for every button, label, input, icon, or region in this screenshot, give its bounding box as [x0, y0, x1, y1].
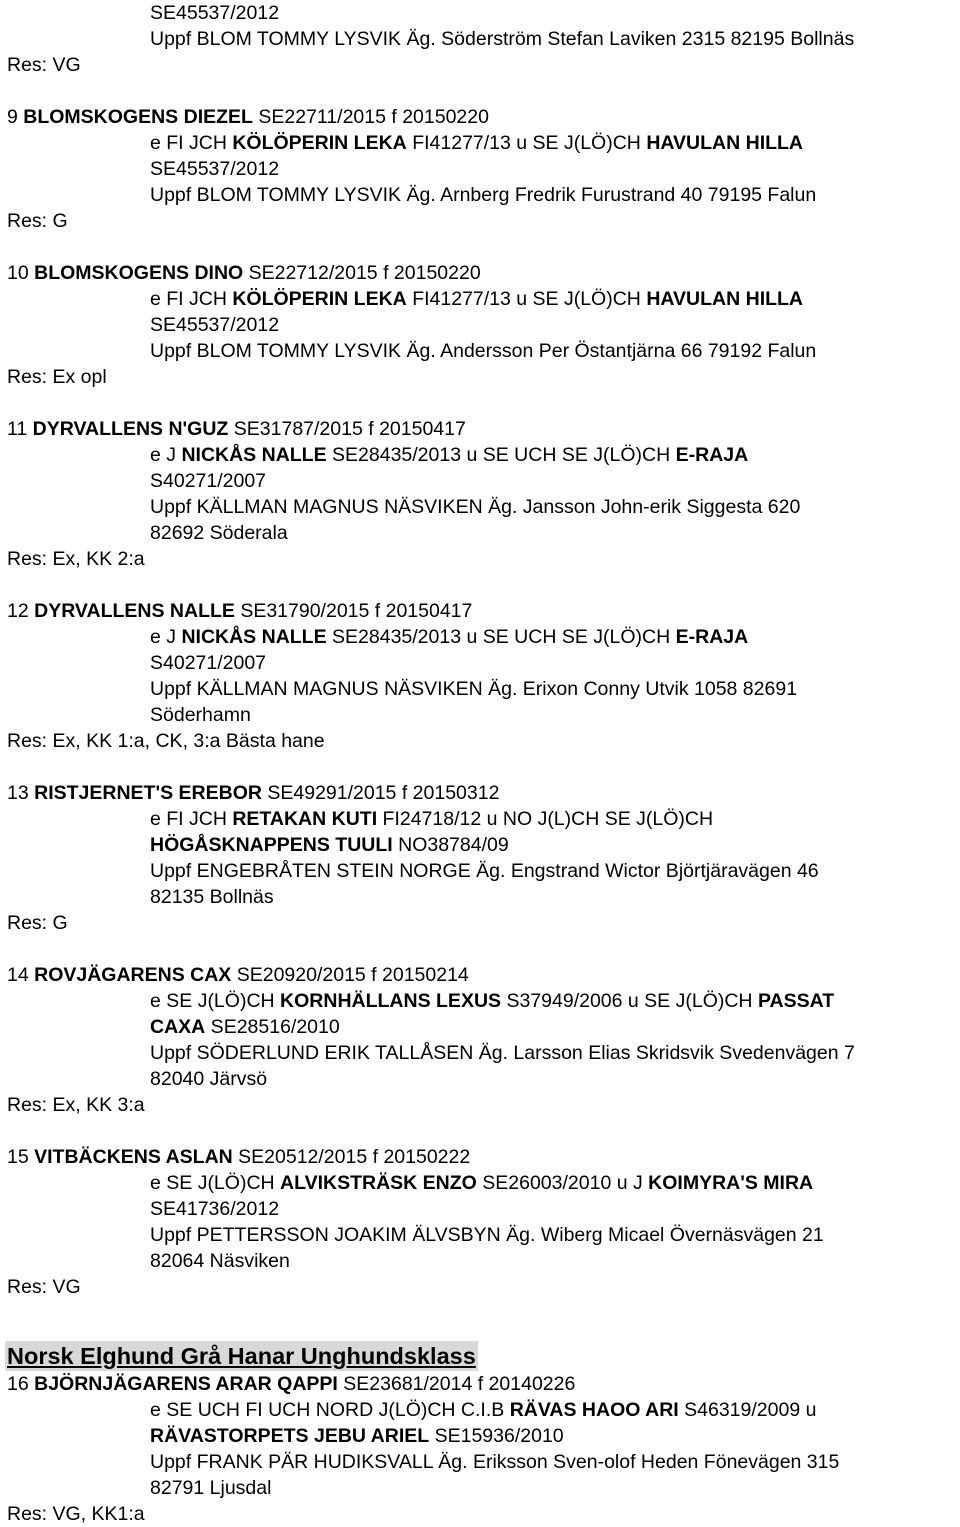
dog-name: KORNHÄLLANS LEXUS [280, 990, 502, 1012]
entry-text: e SE UCH FI UCH NORD J(LÖ)CH C.I.B [150, 1399, 510, 1421]
entry-detail-line [150, 988, 834, 1014]
dog-name: E-RAJA [675, 626, 749, 648]
entry-result: Res: VG, KK1:a [7, 1503, 145, 1525]
entry-title-line [7, 260, 481, 286]
dog-name: BLOMSKOGENS DINO [34, 262, 244, 284]
entry-text: SE20920/2015 f 20150214 [231, 964, 469, 986]
entry-detail-line [150, 858, 819, 884]
dog-name: RÄVAS HAOO ARI [509, 1399, 679, 1421]
entry-result: Res: Ex, KK 1:a, CK, 3:a Bästa hane [7, 730, 325, 752]
dog-name: KOIMYRA'S MIRA [648, 1172, 814, 1194]
entry-text: 82791 Ljusdal [150, 1477, 272, 1499]
entry-text: Uppf FRANK PÄR HUDIKSVALL Äg. Eriksson Sven-olof Heden Fönevägen 315 [150, 1451, 840, 1473]
entry-text: SE28435/2013 u SE UCH SE J(LÖ)CH [326, 444, 676, 466]
dog-name: ALVIKSTRÄSK ENZO [280, 1172, 477, 1194]
dog-name: PASSAT [757, 990, 835, 1012]
entry-title-line [7, 416, 466, 442]
entry-text: e SE J(LÖ)CH [150, 1172, 281, 1194]
entry-text: SE45537/2012 [150, 158, 280, 180]
dog-name: RETAKAN KUTI [232, 808, 378, 830]
entry-text: 82064 Näsviken [150, 1250, 290, 1272]
entry-detail-line [150, 442, 748, 468]
entry-title-line [7, 598, 472, 624]
entry-detail-line [150, 1222, 824, 1248]
entry-detail-line [150, 520, 288, 546]
dog-name: ROVJÄGARENS CAX [34, 964, 232, 986]
entry-detail-line [150, 806, 713, 832]
class-heading: Norsk Elghund Grå Hanar Unghundsklass [7, 1343, 476, 1369]
entry-result: Res: Ex, KK 3:a [7, 1094, 145, 1116]
entry-text: SE15936/2010 [429, 1425, 564, 1447]
entry-text: SE45537/2012 [150, 314, 280, 336]
entry-text: SE28435/2013 u SE UCH SE J(LÖ)CH [326, 626, 676, 648]
dog-name: DYRVALLENS N'GUZ [32, 418, 229, 440]
entry-text: 12 [7, 600, 35, 622]
entry-detail-line [150, 130, 803, 156]
entry-text: Uppf BLOM TOMMY LYSVIK Äg. Arnberg Fredrik Furustrand 40 79195 Falun [150, 184, 817, 206]
entry-result: Res: VG [7, 54, 81, 76]
entry-detail-line [150, 1423, 564, 1449]
entry-detail-line [150, 286, 803, 312]
entry-text: S37949/2006 u SE J(LÖ)CH [501, 990, 758, 1012]
entry-detail-line [150, 1397, 816, 1423]
entry-text: SE28516/2010 [205, 1016, 340, 1038]
entry-text: Uppf KÄLLMAN MAGNUS NÄSVIKEN Äg. Erixon Conny Utvik 1058 82691 [150, 678, 798, 700]
entry-detail-line [150, 702, 251, 728]
entry-text: 14 [7, 964, 35, 986]
entry-text: 11 [7, 418, 33, 440]
entry-text: SE45537/2012 [150, 2, 280, 24]
entry-detail-line [150, 182, 816, 208]
entry-text: FI41277/13 u SE J(LÖ)CH [406, 132, 647, 154]
entry-text: e FI JCH [150, 808, 233, 830]
entry-text: SE31790/2015 f 20150417 [234, 600, 473, 622]
entry-text: 15 [7, 1146, 35, 1168]
entry-text: 13 [7, 782, 35, 804]
dog-name: NICKÅS NALLE [181, 626, 327, 648]
entry-result: Res: Ex, KK 2:a [7, 548, 145, 570]
entry-detail-line [150, 156, 279, 182]
entry-text: 82135 Bollnäs [150, 886, 274, 908]
entry-text: FI24718/12 u NO J(L)CH SE J(LÖ)CH [377, 808, 714, 830]
dog-name: VITBÄCKENS ASLAN [34, 1146, 233, 1168]
dog-name: HÖGÅSKNAPPENS TUULI [150, 834, 393, 856]
dog-name: HAVULAN HILLA [646, 132, 804, 154]
entry-text: e J [150, 626, 182, 648]
dog-name: NICKÅS NALLE [181, 444, 327, 466]
entry-text: 10 [7, 262, 35, 284]
entry-result: Res: G [7, 210, 68, 232]
entry-text: Söderhamn [150, 704, 251, 726]
entry-text: e SE J(LÖ)CH [150, 990, 281, 1012]
entry-text: Uppf KÄLLMAN MAGNUS NÄSVIKEN Äg. Jansson John-erik Siggesta 620 [150, 496, 801, 518]
entry-detail-line [150, 1196, 279, 1222]
entry-text: Uppf ENGEBRÅTEN STEIN NORGE Äg. Engstrand Wictor Björtjäravägen 46 [150, 860, 819, 882]
entry-detail-line [150, 1449, 839, 1475]
entry-result: Res: G [7, 912, 68, 934]
entry-result: Res: Ex opl [7, 366, 107, 388]
entry-text: e FI JCH [150, 288, 233, 310]
dog-name: RISTJERNET'S EREBOR [34, 782, 262, 804]
entry-text: SE22711/2015 f 20150220 [252, 106, 489, 128]
entry-text: 16 [7, 1373, 35, 1395]
entry-text: Uppf PETTERSSON JOAKIM ÄLVSBYN Äg. Wiberg Micael Övernäsvägen 21 [150, 1224, 824, 1246]
entry-text: e FI JCH [150, 132, 233, 154]
entry-detail-line [150, 1014, 340, 1040]
dog-name: DYRVALLENS NALLE [34, 600, 235, 622]
entry-title-line [7, 780, 499, 806]
entry-text: S46319/2009 u [678, 1399, 817, 1421]
entry-detail-line [150, 884, 274, 910]
entry-detail-line [150, 312, 279, 338]
entry-detail-line [150, 1475, 271, 1501]
entry-text: 82040 Järvsö [150, 1068, 268, 1090]
dog-name: RÄVASTORPETS JEBU ARIEL [150, 1425, 430, 1447]
dog-name: HAVULAN HILLA [646, 288, 804, 310]
dog-name: E-RAJA [675, 444, 749, 466]
entry-text: Uppf BLOM TOMMY LYSVIK Äg. Andersson Per Östantjärna 66 79192 Falun [150, 340, 817, 362]
entry-detail-line [150, 1170, 813, 1196]
entry-text: e J [150, 444, 182, 466]
dog-name: KÖLÖPERIN LEKA [232, 132, 407, 154]
entry-text: SE31787/2015 f 20150417 [228, 418, 466, 440]
dog-name: BLOMSKOGENS DIEZEL [23, 106, 253, 128]
entry-text: Uppf SÖDERLUND ERIK TALLÅSEN Äg. Larsson Elias Skridsvik Svedenvägen 7 [150, 1042, 855, 1064]
entry-text: SE22712/2015 f 20150220 [243, 262, 481, 284]
entry-text: SE41736/2012 [150, 1198, 280, 1220]
entry-detail-line [150, 832, 509, 858]
entry-text: S40271/2007 [150, 652, 267, 674]
entry-text: SE23681/2014 f 20140226 [337, 1373, 576, 1395]
entry-title-line [7, 1371, 575, 1397]
dog-name: BJÖRNJÄGARENS ARAR QAPPI [34, 1373, 338, 1395]
entry-text: S40271/2007 [150, 470, 267, 492]
entry-detail-line [150, 1040, 855, 1066]
entry-text: FI41277/13 u SE J(LÖ)CH [406, 288, 647, 310]
entry-detail-line [150, 676, 797, 702]
entry-text: 82692 Söderala [150, 522, 288, 544]
dog-name: KÖLÖPERIN LEKA [232, 288, 407, 310]
entry-text: SE20512/2015 f 20150222 [232, 1146, 471, 1168]
entry-text: 9 [7, 106, 24, 128]
entry-detail-line [150, 26, 854, 52]
entry-detail-line [150, 0, 279, 26]
entry-detail-line [150, 468, 266, 494]
entry-result: Res: VG [7, 1276, 81, 1298]
entry-title-line [7, 104, 489, 130]
entry-text: NO38784/09 [392, 834, 509, 856]
entry-text: Uppf BLOM TOMMY LYSVIK Äg. Söderström Stefan Laviken 2315 82195 Bollnäs [150, 28, 855, 50]
entry-title-line [7, 1144, 470, 1170]
entry-detail-line [150, 650, 266, 676]
entry-detail-line [150, 1066, 267, 1092]
entry-text: SE49291/2015 f 20150312 [261, 782, 500, 804]
entry-detail-line [150, 338, 816, 364]
entry-detail-line [150, 1248, 290, 1274]
entry-detail-line [150, 624, 748, 650]
entry-text: SE26003/2010 u J [476, 1172, 649, 1194]
dog-name: CAXA [150, 1016, 206, 1038]
entry-title-line [7, 962, 469, 988]
entry-detail-line [150, 494, 800, 520]
